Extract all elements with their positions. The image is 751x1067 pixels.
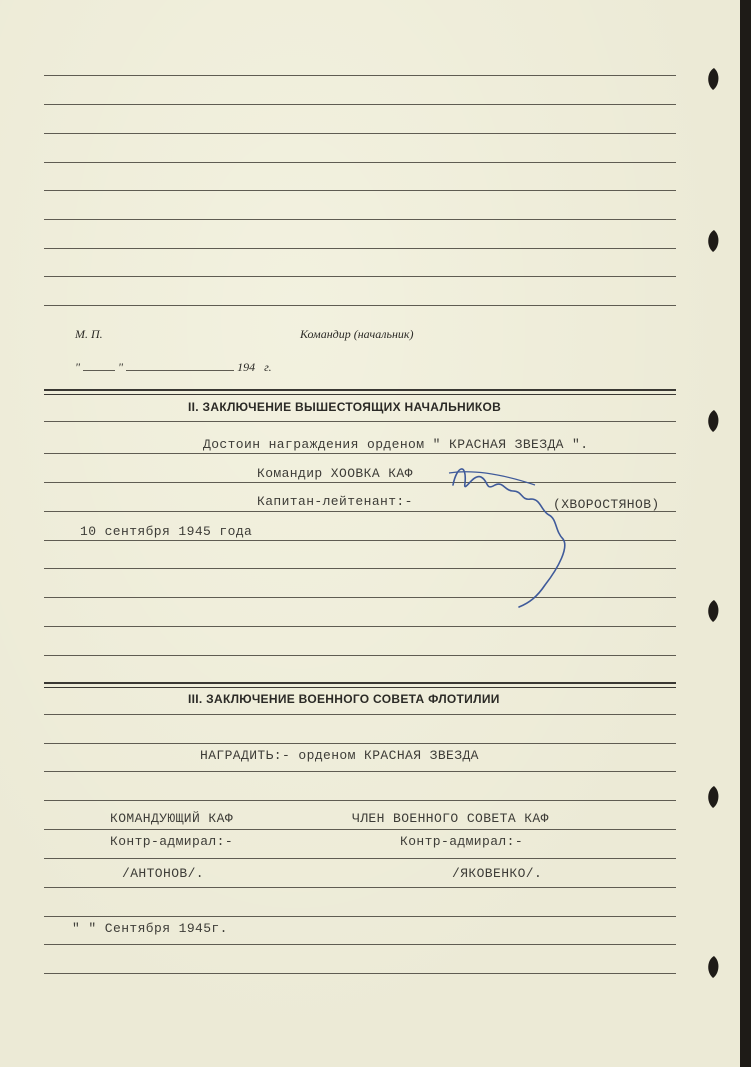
right-signer-rank: Контр-адмирал:- xyxy=(400,834,524,849)
scan-edge xyxy=(740,0,751,1067)
punch-hole-icon xyxy=(703,408,725,434)
punch-hole-icon xyxy=(703,784,725,810)
blank-line xyxy=(44,305,676,306)
year-prefix: 194 xyxy=(237,360,256,374)
blank-line xyxy=(44,973,676,974)
blank-line xyxy=(44,133,676,134)
blank-line xyxy=(44,568,676,569)
right-signer-title: ЧЛЕН ВОЕННОГО СОВЕТА КАФ xyxy=(352,811,549,826)
commander-label: Командир (начальник) xyxy=(300,327,414,341)
blank-line xyxy=(44,190,676,191)
date-quote: " xyxy=(118,360,124,374)
punch-hole-icon xyxy=(703,598,725,624)
commander-line: Командир ХООВКА КАФ xyxy=(257,466,413,481)
blank-line xyxy=(44,75,676,76)
blank-line xyxy=(44,655,676,656)
blank-line xyxy=(44,597,676,598)
blank-line xyxy=(44,800,676,801)
section-divider xyxy=(44,682,676,688)
section3-heading: III. ЗАКЛЮЧЕНИЕ ВОЕННОГО СОВЕТА ФЛОТИЛИИ xyxy=(188,692,500,706)
section-divider xyxy=(44,389,676,395)
blank-line xyxy=(44,626,676,627)
section3-date: " " Сентября 1945г. xyxy=(72,921,228,936)
blank-line xyxy=(44,829,676,830)
blank-line xyxy=(44,540,676,541)
blank-line xyxy=(44,162,676,163)
blank-line xyxy=(44,916,676,917)
punch-hole-icon xyxy=(703,954,725,980)
signer-name: (ХВОРОСТЯНОВ) xyxy=(553,497,660,512)
stamp-label: М. П. xyxy=(75,327,103,341)
year-suffix: г. xyxy=(264,360,272,374)
punch-hole-icon xyxy=(703,66,725,92)
blank-line xyxy=(44,453,676,454)
left-signer-name: /АНТОНОВ/. xyxy=(122,866,205,881)
award-decision: НАГРАДИТЬ:- орденом КРАСНАЯ ЗВЕЗДА xyxy=(200,748,479,763)
blank-line xyxy=(44,421,676,422)
signature-icon xyxy=(445,455,580,610)
blank-line xyxy=(44,714,676,715)
left-signer-title: КОМАНДУЮЩИЙ КАФ xyxy=(110,811,234,826)
date-line xyxy=(75,360,272,375)
award-recommendation: Достоин награждения орденом " КРАСНАЯ ЗВЕЗДА ". xyxy=(203,437,589,452)
date-quote: " xyxy=(75,360,81,374)
right-signer-name: /ЯКОВЕНКО/. xyxy=(452,866,543,881)
blank-line xyxy=(44,944,676,945)
blank-line xyxy=(44,771,676,772)
blank-line xyxy=(44,248,676,249)
section2-date: 10 сентября 1945 года xyxy=(80,524,253,539)
blank-line xyxy=(44,104,676,105)
blank-line xyxy=(44,887,676,888)
blank-line xyxy=(44,276,676,277)
blank-line xyxy=(44,858,676,859)
blank-line xyxy=(44,743,676,744)
blank-line xyxy=(44,219,676,220)
blank-line xyxy=(44,482,676,483)
rank-line: Капитан-лейтенант:- xyxy=(257,494,413,509)
section2-heading: II. ЗАКЛЮЧЕНИЕ ВЫШЕСТОЯЩИХ НАЧАЛЬНИКОВ xyxy=(188,400,502,414)
blank-line xyxy=(44,511,676,512)
left-signer-rank: Контр-адмирал:- xyxy=(110,834,234,849)
punch-hole-icon xyxy=(703,228,725,254)
